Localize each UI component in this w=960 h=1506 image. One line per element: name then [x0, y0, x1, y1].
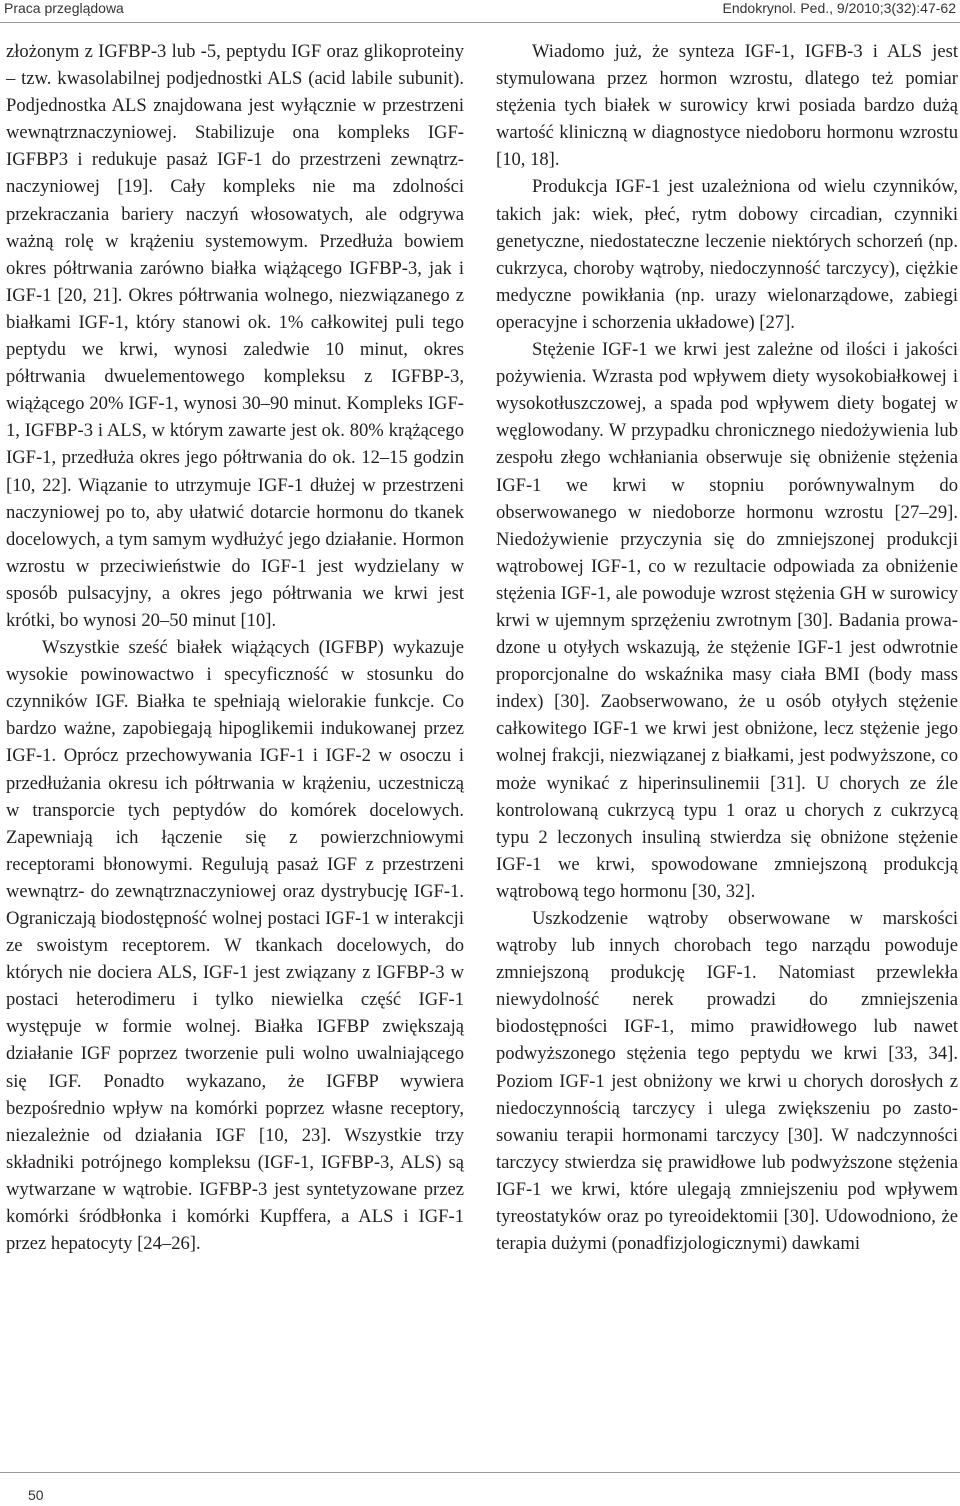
body-paragraph: Produkcja IGF-1 jest uzależniona od wielu czynników, takich jak: wiek, płeć, rytm dobowy circadian, czynniki genetyczne, niedostateczne leczenie niektórych schorzeń (np. cukrzyca, choroby wątroby, niedoczynność tarczycy), ciężkie medyczne powikłania (np. urazy wielonarządowe, zabiegi operacyjne i schorzenia układowe) [27]. — [496, 176, 958, 333]
journal-citation: Endokrynol. Ped., 9/2010;3(32):47-62 — [722, 0, 956, 16]
body-paragraph: złożonym z IGFBP-3 lub -5, peptydu IGF oraz glikoproteiny – tzw. kwasolabilnej podjednostki ALS (acid labile subunit). Podjednostka ALS znajdowana jest wyłącznie w przestrzeni wewnątrznaczyniowej. Stabilizuje ona kompleks IGF-IGFBP3 i redukuje pasaż IGF-1 do przestrzeni zewnątrznaczyniowej [19]. Cały kompleks nie ma zdolności przekraczania bariery naczyń włosowatych, ale odgrywa ważną rolę w krążeniu systemowym. Przedłuża bowiem okres półtrwania zarówno białka wiążącego IGFBP-3, jak i IGF-1 [20, 21]. Okres półtrwania wolnego, niezwiązanego z białkami IGF-1, który stanowi ok. 1% całkowitej puli tego peptydu we krwi, wynosi zaledwie 10 minut, okres półtrwania dwuelementowego kompleksu z IGFBP-3, wiążącego 20% IGF-1, wynosi 30–90 minut. Kompleks IGF-1, IGFBP-3 i ALS, w którym zawarte jest ok. 80% krążącego IGF-1, przedłuża okres jego półtrwania do ok. 12–15 godzin [10, 22]. Wiązanie to utrzymuje IGF-1 dłużej w przestrzeni naczyniowej po to, aby ułatwić dotarcie hormonu do tkanek docelowych, a tym samym wydłużyć jego działanie. Hormon wzrostu w przeciwieństwie do IGF-1 jest wydzielany w sposób pulsacyjny, a okres jego półtrwania we krwi jest krótki, bo wynosi 20–50 minut [10]. — [6, 41, 464, 631]
body-paragraph: Wszystkie sześć białek wiążących (IGFBP) wykazuje wysokie powinowactwo i specyficzność w stosunku do czynników IGF. Białka te spełniają wielorakie funkcje. Co bardzo ważne, zapobiegają hipoglikemii indukowanej przez IGF-1. Oprócz przechowywania IGF-1 i IGF-2 w osoczu i przedłużania okresu ich półtrwania w krążeniu, uczestniczą w transporcie tych peptydów do komórek docelowych. Zapewniają ich łączenie się z powierzchniowymi receptorami błonowymi. Regulują pasaż IGF z przestrzeni wewnątrz- do zewnątrznaczyniowej oraz dystrybucję IGF-1. Ograniczają biodostępność wolnej postaci IGF-1 w interakcji ze swoistym receptorem. W tkankach docelowych, do których nie dociera ALS, IGF-1 jest związany z IGFBP-3 w postaci heterodimeru i tylko niewielka część IGF-1 występuje w formie wolnej. Białka IGFBP zwiększają działanie IGF poprzez tworzenie puli wolno uwalniającego się IGF. Ponadto wykazano, że IGFBP wywiera bezpośrednio wpływ na komórki poprzez własne receptory, niezależnie od działania IGF [10, 23]. Wszystkie trzy składniki potrójnego kompleksu (IGF-1, IGFBP-3, ALS) są wytwarzane w wątrobie. IGFBP-3 jest syntetyzowane przez komórki śródbłonka i komórki Kupffera, a ALS i IGF-1 przez hepatocyty [24–26]. — [6, 637, 464, 1255]
body-paragraph: Wiadomo już, że synteza IGF-1, IGFB-3 i ALS jest stymulowana przez hormon wzrostu, dlatego też pomiar stężenia tych białek w surowicy krwi posiada bardzo dużą wartość kliniczną w diagnostyce niedoboru hormonu wzrostu [10, 18]. — [496, 41, 958, 171]
right-text-column — [496, 38, 958, 1257]
page-footer — [0, 1472, 960, 1503]
body-paragraph: Stężenie IGF-1 we krwi jest zależne od ilości i jakości pożywienia. Wzrasta pod wpływem diety wysokobiałkowej i wysokotłuszczowej, a spada pod wpływem diety bogatej w węglowodany. W przypadku chronicznego niedożywienia lub zespołu złego wchłaniania obserwuje się obniżenie stężenia IGF-1 we krwi w stopniu porównywalnym do obserwowanego w niedoborze hormonu wzrostu [27–29]. Niedożywienie przyczynia się do zmniejszonej produkcji wątrobowej IGF-1, co w rezultacie odpowiada za obniżenie stężenia IGF-1, ale powoduje wzrost stężenia GH w surowicy krwi w ujemnym sprzężeniu zwrotnym [30]. Badania prowadzone u otyłych wskazują, że stężenie IGF-1 jest odwrotnie proporcjonalne do wskaźnika masy ciała BMI (body mass index) [30]. Zaobserwowano, że u osób otyłych stężenie całkowitego IGF-1 we krwi jest obniżone, lecz stężenie jego wolnej frakcji, niezwiązanej z białkami, jest podwyższone, co może wynikać z hiperinsulinemii [31]. U chorych ze źle kontrolowaną cukrzycą typu 1 oraz u chorych z cukrzycą typu 2 leczonych insuliną stwierdza się obniżone stężenie IGF-1 we krwi, spowodowane zmniejszoną produkcją wątrobową tego hormonu [30, 32]. — [496, 339, 958, 902]
running-header — [0, 0, 960, 23]
page-number: 50 — [28, 1487, 44, 1503]
article-type-label: Praca przeglądowa — [4, 0, 124, 16]
body-paragraph: Uszkodzenie wątroby obserwowane w marskości wątroby lub innych chorobach tego narządu powoduje zmniejszoną produkcję IGF-1. Natomiast przewlekła niewydolność nerek prowadzi do zmniejszenia biodostępności IGF-1, mimo prawidłowego lub nawet podwyższonego stężenia tego peptydu we krwi [33, 34]. Poziom IGF-1 jest obniżony we krwi u chorych dorosłych z niedoczynnością tarczycy i ulega zwiększeniu po zastosowaniu terapii hormonami tarczycy [30]. W nadczynności tarczycy stwierdza się prawidłowe lub podwyższone stężenia IGF-1 we krwi, które ulegają zmniejszeniu pod wpływem tyreostatyków oraz po tyreoidektomii [30]. Udowodniono, że terapia dużymi (ponadfizjologicznymi) dawkami — [496, 908, 958, 1255]
left-text-column — [6, 38, 464, 1257]
